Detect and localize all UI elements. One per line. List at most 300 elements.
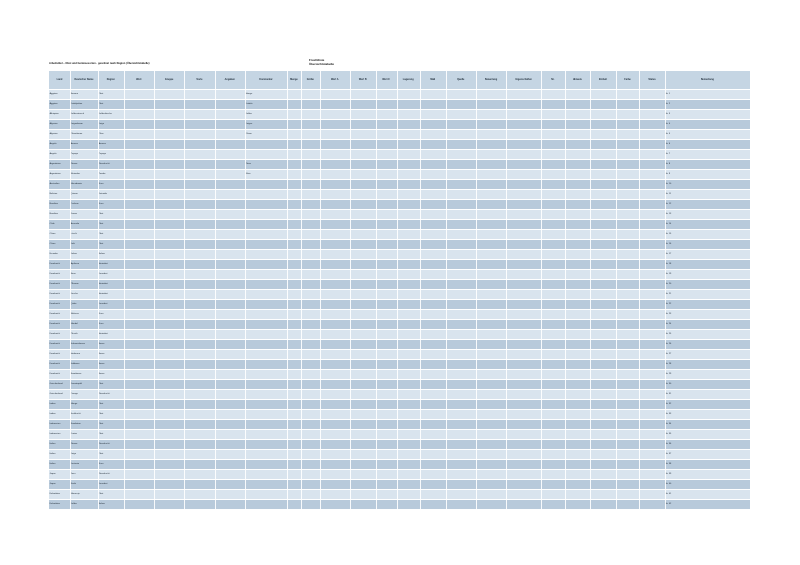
table-cell: Dattelpalme <box>70 103 83 106</box>
table-cell: Brasilien <box>49 203 58 206</box>
table-cell: Nr. 39 <box>665 473 672 476</box>
column-header: Lagerung <box>402 77 414 81</box>
table-cell <box>397 470 420 479</box>
table-cell <box>287 420 301 429</box>
table-cell <box>397 160 420 169</box>
table-cell <box>476 140 506 149</box>
table-cell <box>446 280 476 289</box>
table-cell <box>476 450 506 459</box>
table-cell <box>565 410 591 419</box>
table-cell: Obst <box>98 413 104 416</box>
table-cell: Nr. 23 <box>665 313 672 316</box>
table-cell <box>565 210 591 219</box>
table-cell: Nr. 14 <box>665 223 672 226</box>
table-cell <box>215 340 245 349</box>
table-cell <box>397 110 420 119</box>
table-cell <box>301 290 320 299</box>
table-cell: Obst <box>98 213 104 216</box>
table-cell <box>245 190 287 199</box>
table-cell <box>320 340 350 349</box>
table-cell <box>301 100 320 109</box>
column-header: Menge <box>290 77 298 81</box>
table-cell: Äthiopien <box>49 113 59 116</box>
table-cell <box>446 220 476 229</box>
table-cell <box>541 100 564 109</box>
table-cell: Nr. 16 <box>665 243 672 246</box>
table-cell <box>350 140 376 149</box>
table-cell <box>320 490 350 499</box>
table-cell <box>215 470 245 479</box>
table-cell <box>639 360 665 369</box>
table-cell <box>541 340 564 349</box>
table-cell: Griechenland <box>49 383 63 386</box>
table-cell <box>350 400 376 409</box>
table-cell <box>287 300 301 309</box>
table-cell <box>506 230 541 239</box>
table-cell <box>376 360 397 369</box>
document-header-left: Arbeitstitel – Obst und Gemüsesorten · geordnet nach Region (Übersichtstabelle) <box>49 62 150 65</box>
table-cell: Oliven <box>245 133 252 136</box>
table-cell <box>397 490 420 499</box>
table-cell: Nr. 40 <box>665 483 672 486</box>
table-cell <box>376 290 397 299</box>
table-cell <box>184 300 214 309</box>
table-cell <box>215 150 245 159</box>
table-cell <box>124 320 154 329</box>
table-cell <box>506 220 541 229</box>
table-cell <box>376 220 397 229</box>
table-cell <box>301 300 320 309</box>
table-cell <box>350 260 376 269</box>
table-cell <box>215 370 245 379</box>
table-cell: Kolumbien <box>49 493 60 496</box>
table-cell <box>215 270 245 279</box>
table-cell: Banane <box>70 93 79 96</box>
table-cell <box>565 110 591 119</box>
table-cell: Kaffeekirsche <box>98 113 112 116</box>
table-cell <box>350 240 376 249</box>
table-cell <box>476 90 506 99</box>
table-cell <box>287 370 301 379</box>
table-cell <box>420 480 446 489</box>
table-cell <box>476 480 506 489</box>
table-cell <box>476 130 506 139</box>
table-cell <box>287 250 301 259</box>
table-cell <box>301 160 320 169</box>
table-cell: Frankreich <box>49 373 60 376</box>
table-cell <box>350 460 376 469</box>
table-cell <box>350 450 376 459</box>
table-cell <box>154 310 184 319</box>
table-cell <box>215 390 245 399</box>
table-cell <box>301 230 320 239</box>
table-cell: Mango <box>245 93 253 96</box>
table-cell <box>376 160 397 169</box>
table-cell <box>124 200 154 209</box>
table-cell <box>590 170 616 179</box>
table-cell <box>184 260 214 269</box>
table-cell <box>639 250 665 259</box>
table-cell <box>506 320 541 329</box>
table-cell <box>506 160 541 169</box>
column-header: Wert A <box>330 77 339 81</box>
table-cell <box>476 100 506 109</box>
table-cell <box>320 320 350 329</box>
table-cell <box>541 430 564 439</box>
table-cell <box>476 270 506 279</box>
table-cell: Nashi <box>70 483 77 486</box>
table-cell <box>320 240 350 249</box>
table-cell: Avocado <box>70 223 80 226</box>
table-cell <box>350 100 376 109</box>
table-cell <box>590 340 616 349</box>
table-cell: Steinobst <box>98 293 108 296</box>
table-cell <box>287 90 301 99</box>
column-header: Farbe <box>624 77 631 81</box>
table-cell <box>565 300 591 309</box>
table-cell <box>124 160 154 169</box>
table-cell <box>506 420 541 429</box>
table-cell <box>376 320 397 329</box>
table-cell: Frankreich <box>49 313 60 316</box>
table-cell <box>476 360 506 369</box>
table-cell <box>541 160 564 169</box>
table-cell <box>301 440 320 449</box>
table-cell <box>376 100 397 109</box>
table-cell <box>616 480 639 489</box>
table-cell <box>590 470 616 479</box>
table-cell <box>301 360 320 369</box>
table-cell <box>541 210 564 219</box>
table-cell: Obst <box>98 423 104 426</box>
table-cell <box>616 380 639 389</box>
table-cell <box>446 320 476 329</box>
table-cell <box>397 380 420 389</box>
table-cell <box>476 240 506 249</box>
table-cell <box>124 400 154 409</box>
table-cell <box>154 110 184 119</box>
table-cell <box>639 430 665 439</box>
table-cell <box>184 330 214 339</box>
table-cell <box>446 470 476 479</box>
table-cell <box>446 110 476 119</box>
table-cell <box>124 350 154 359</box>
table-cell <box>184 490 214 499</box>
table-cell <box>565 280 591 289</box>
table-cell <box>350 270 376 279</box>
column-header: Maß <box>430 77 436 81</box>
table-cell: Weinrebe <box>70 173 80 176</box>
table-cell <box>350 310 376 319</box>
table-cell <box>124 120 154 129</box>
table-cell <box>506 190 541 199</box>
table-cell: Japan <box>49 483 56 486</box>
table-cell <box>376 460 397 469</box>
table-cell <box>446 420 476 429</box>
table-cell <box>245 240 287 249</box>
table-cell <box>287 440 301 449</box>
table-cell <box>397 500 420 509</box>
table-cell: Ecuador <box>49 253 58 256</box>
table-cell <box>476 400 506 409</box>
table-cell <box>184 150 214 159</box>
table-cell <box>639 480 665 489</box>
table-cell <box>565 200 591 209</box>
table-cell <box>184 140 214 149</box>
table-cell <box>541 230 564 239</box>
table-cell: Nr. 13 <box>665 213 672 216</box>
table-cell <box>541 200 564 209</box>
table-cell <box>320 390 350 399</box>
table-cell <box>565 320 591 329</box>
table-cell: Frankreich <box>49 343 60 346</box>
table-cell <box>616 470 639 479</box>
table-cell <box>245 500 287 509</box>
table-cell: Bohne <box>98 503 105 506</box>
table-cell <box>215 420 245 429</box>
table-cell <box>320 130 350 139</box>
table-cell <box>590 480 616 489</box>
table-cell: Obst <box>98 453 104 456</box>
column-header: Gruppe <box>164 77 174 81</box>
table-cell: Australien <box>49 183 60 186</box>
table-cell: Obst <box>98 233 104 236</box>
table-cell <box>639 140 665 149</box>
table-cell <box>154 100 184 109</box>
table-cell <box>245 330 287 339</box>
table-cell <box>420 320 446 329</box>
table-cell <box>124 140 154 149</box>
table-cell <box>376 500 397 509</box>
table-cell <box>245 360 287 369</box>
table-cell <box>506 360 541 369</box>
table-cell <box>476 370 506 379</box>
table-cell <box>301 320 320 329</box>
table-cell <box>301 340 320 349</box>
table-cell <box>301 430 320 439</box>
table-cell <box>350 130 376 139</box>
table-cell: Nr. 28 <box>665 363 672 366</box>
table-cell <box>590 430 616 439</box>
table-cell <box>476 390 506 399</box>
table-cell: Frankreich <box>49 353 60 356</box>
table-cell: Quinoa <box>70 193 78 196</box>
table-cell <box>565 500 591 509</box>
table-cell <box>565 360 591 369</box>
table-cell <box>397 180 420 189</box>
table-cell <box>506 500 541 509</box>
table-cell <box>506 370 541 379</box>
table-cell <box>446 210 476 219</box>
table-cell <box>376 260 397 269</box>
table-cell <box>124 420 154 429</box>
table-cell <box>616 230 639 239</box>
table-cell <box>397 190 420 199</box>
table-cell <box>639 150 665 159</box>
table-cell <box>639 230 665 239</box>
table-cell <box>446 250 476 259</box>
table-cell <box>541 220 564 229</box>
table-cell <box>287 490 301 499</box>
document-title: Fruchtliste <box>309 58 325 62</box>
table-cell <box>541 400 564 409</box>
table-cell <box>446 350 476 359</box>
table-cell <box>301 140 320 149</box>
table-cell <box>287 280 301 289</box>
table-cell <box>124 230 154 239</box>
table-cell <box>420 310 446 319</box>
table-cell <box>124 380 154 389</box>
table-cell <box>287 310 301 319</box>
table-cell <box>245 490 287 499</box>
table-cell: Yuzu <box>70 473 76 476</box>
table-cell <box>287 170 301 179</box>
table-cell <box>590 180 616 189</box>
table-cell <box>590 220 616 229</box>
table-cell <box>124 330 154 339</box>
table-cell <box>350 110 376 119</box>
table-cell <box>420 200 446 209</box>
table-cell <box>616 140 639 149</box>
table-cell <box>639 500 665 509</box>
table-cell: Kernobst <box>98 273 108 276</box>
table-cell: Nr. 24 <box>665 323 672 326</box>
table-cell <box>184 290 214 299</box>
table-cell <box>184 420 214 429</box>
table-cell <box>476 200 506 209</box>
table-cell <box>287 100 301 109</box>
table-cell <box>320 450 350 459</box>
table-cell <box>184 390 214 399</box>
table-cell: Frankreich <box>49 273 60 276</box>
table-cell <box>287 140 301 149</box>
table-cell <box>565 390 591 399</box>
table-cell <box>506 470 541 479</box>
table-cell: Obst <box>98 223 104 226</box>
table-cell <box>420 190 446 199</box>
table-cell <box>215 210 245 219</box>
table-cell <box>565 340 591 349</box>
table-cell <box>154 230 184 239</box>
table-cell <box>124 100 154 109</box>
table-cell <box>154 300 184 309</box>
table-cell <box>446 370 476 379</box>
table-cell <box>184 200 214 209</box>
table-cell <box>184 410 214 419</box>
table-cell <box>476 490 506 499</box>
table-cell: Nr. 26 <box>665 343 672 346</box>
table-cell <box>565 270 591 279</box>
table-cell <box>541 180 564 189</box>
table-cell: Pfirsich <box>70 333 78 336</box>
table-cell <box>446 180 476 189</box>
table-cell: Steinobst <box>98 263 108 266</box>
table-cell <box>541 120 564 129</box>
table-cell <box>397 100 420 109</box>
table-cell <box>320 220 350 229</box>
table-cell: Walnuss <box>70 313 79 316</box>
table-cell <box>639 410 665 419</box>
table-cell: Nr. 5 <box>665 133 671 136</box>
table-cell <box>154 150 184 159</box>
table-cell <box>616 130 639 139</box>
table-cell <box>287 270 301 279</box>
table-cell <box>184 480 214 489</box>
table-cell <box>616 260 639 269</box>
table-cell <box>476 150 506 159</box>
table-cell: Nr. 41 <box>665 493 672 496</box>
table-cell <box>565 310 591 319</box>
table-cell: Nr. 25 <box>665 333 672 336</box>
table-cell <box>590 190 616 199</box>
table-cell <box>184 370 214 379</box>
table-cell <box>420 170 446 179</box>
table-cell <box>541 140 564 149</box>
table-cell <box>245 290 287 299</box>
table-cell <box>376 240 397 249</box>
table-cell <box>420 230 446 239</box>
table-cell <box>154 210 184 219</box>
table-cell: Granatapfel <box>70 383 83 386</box>
table-cell <box>446 490 476 499</box>
table-cell <box>565 260 591 269</box>
table-cell <box>154 280 184 289</box>
table-cell <box>376 380 397 389</box>
table-cell <box>287 500 301 509</box>
table-cell <box>506 300 541 309</box>
table-cell <box>397 120 420 129</box>
table-cell: Durian <box>70 433 78 436</box>
table-cell <box>506 210 541 219</box>
table-cell: Steinobst <box>98 283 108 286</box>
table-cell <box>184 160 214 169</box>
table-cell <box>124 110 154 119</box>
table-cell <box>541 420 564 429</box>
table-cell <box>287 130 301 139</box>
table-cell <box>350 210 376 219</box>
table-cell <box>301 260 320 269</box>
table-cell: Nr. 27 <box>665 353 672 356</box>
table-cell <box>350 250 376 259</box>
table-cell <box>320 230 350 239</box>
table-cell <box>565 250 591 259</box>
table-cell <box>124 190 154 199</box>
table-cell <box>154 240 184 249</box>
table-cell <box>215 450 245 459</box>
table-cell <box>420 110 446 119</box>
table-cell <box>320 90 350 99</box>
table-cell <box>541 350 564 359</box>
table-cell <box>420 100 446 109</box>
table-cell <box>541 470 564 479</box>
table-cell: Argentinien <box>49 173 61 176</box>
table-cell <box>350 230 376 239</box>
table-cell <box>446 310 476 319</box>
table-cell <box>541 150 564 159</box>
table-cell <box>565 380 591 389</box>
table-cell <box>446 140 476 149</box>
table-cell: Frankreich <box>49 293 60 296</box>
table-cell <box>590 320 616 329</box>
table-cell <box>124 470 154 479</box>
table-cell <box>184 130 214 139</box>
table-cell <box>320 310 350 319</box>
table-cell: Olivenbaum <box>70 133 83 136</box>
table-cell <box>154 360 184 369</box>
table-cell <box>420 390 446 399</box>
table-cell <box>541 450 564 459</box>
column-header: Nr. <box>551 77 555 81</box>
